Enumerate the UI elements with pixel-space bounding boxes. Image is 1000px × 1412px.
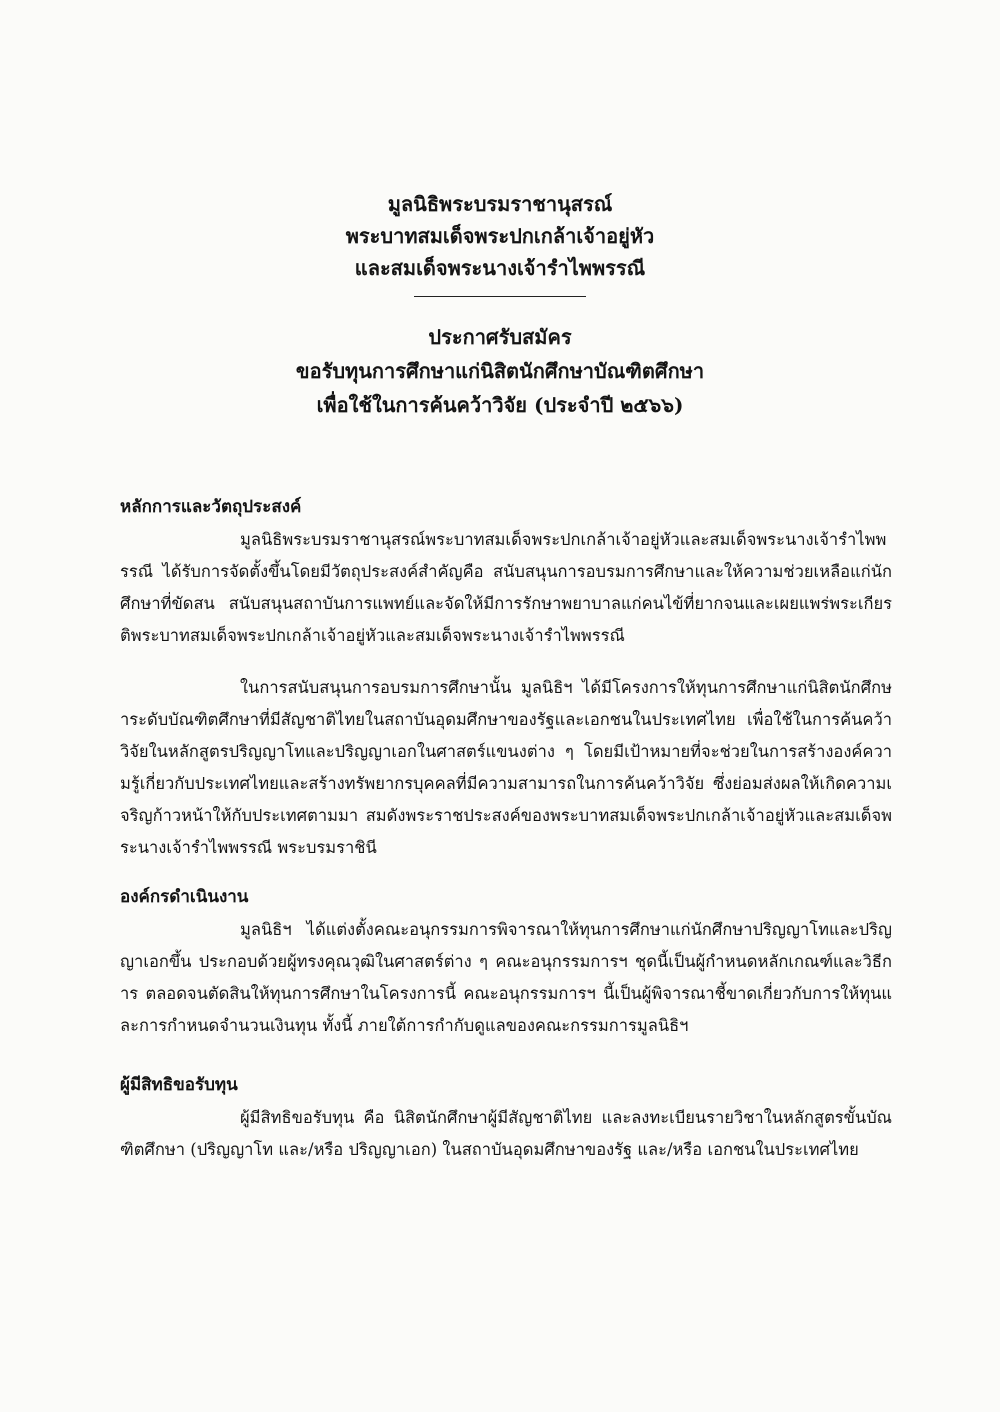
announcement-title-line-2: ขอรับทุนการศึกษาแก่นิสิตนักศึกษาบัณฑิตศึกษา xyxy=(295,359,705,383)
header-divider xyxy=(414,296,586,297)
announcement-title-line-1: ประกาศรับสมัคร xyxy=(428,325,572,349)
section-heading-principles: หลักการและวัตถุประสงค์ xyxy=(120,497,302,517)
foundation-header xyxy=(0,188,1000,297)
foundation-name-line-1: มูลนิธิพระบรมราชานุสรณ์ xyxy=(387,192,613,216)
section-heading-eligibility: ผู้มีสิทธิขอรับทุน xyxy=(120,1075,238,1095)
section-organization xyxy=(120,884,892,1042)
principles-paragraph-1: มูลนิธิพระบรมราชานุสรณ์พระบาทสมเด็จพระปกเกล้าเจ้าอยู่หัวและสมเด็จพระนางเจ้ารำไพพรรณี ได้รับการจัดตั้งขึ้นโดยมีวัตถุประสงค์สำคัญคือ สนับสนุนการอบรมการศึกษาและให้ความช่วยเหลือแก่นักศึกษาที่ขัดสน สนับสนุนสถาบันการแพทย์และจัดให้มีการรักษาพยาบาลแก่คนไข้ที่ยากจนและเผยแพร่พระเกียรติพระบาทสมเด็จพระปกเกล้าเจ้าอยู่หัวและสมเด็จพระนางเจ้ารำไพพรรณี xyxy=(120,530,892,645)
eligibility-paragraph-1: ผู้มีสิทธิขอรับทุน คือ นิสิตนักศึกษาผู้มีสัญชาติไทย และลงทะเบียนรายวิชาในหลักสูตรขั้นบัณฑิตศึกษา (ปริญญาโท และ/หรือ ปริญญาเอก) ในสถาบันอุดมศึกษาของรัฐ และ/หรือ เอกชนในประเทศไทย xyxy=(120,1108,892,1159)
announcement-title-line-3: เพื่อใช้ในการค้นคว้าวิจัย (ประจำปี ๒๕๖๖) xyxy=(316,393,684,417)
section-eligibility xyxy=(120,1072,892,1166)
section-heading-organization: องค์กรดำเนินงาน xyxy=(120,887,249,907)
principles-paragraph-2: ในการสนับสนุนการอบรมการศึกษานั้น มูลนิธิฯ ได้มีโครงการให้ทุนการศึกษาแก่นิสิตนักศึกษาระดับบัณฑิตศึกษาที่มีสัญชาติไทยในสถาบันอุดมศึกษาของรัฐและเอกชนในประเทศไทย เพื่อใช้ในการค้นคว้าวิจัยในหลักสูตรปริญญาโทและปริญญาเอกในศาสตร์แขนงต่าง ๆ โดยมีเป้าหมายที่จะช่วยในการสร้างองค์ความรู้เกี่ยวกับประเทศไทยและสร้างทรัพยากรบุคคลที่มีความสามารถในการค้นคว้าวิจัย ซึ่งย่อมส่งผลให้เกิดความเจริญก้าวหน้าให้กับประเทศตามมา สมดังพระราชประสงค์ของพระบาทสมเด็จพระปกเกล้าเจ้าอยู่หัวและสมเด็จพระนางเจ้ารำไพพรรณี พระบรมราชินี xyxy=(120,678,892,857)
foundation-name-line-2: พระบาทสมเด็จพระปกเกล้าเจ้าอยู่หัว xyxy=(345,224,655,248)
announcement-title xyxy=(0,320,1000,422)
organization-paragraph-1: มูลนิธิฯ ได้แต่งตั้งคณะอนุกรรมการพิจารณาให้ทุนการศึกษาแก่นักศึกษาปริญญาโทและปริญญาเอกขึ้น ประกอบด้วยผู้ทรงคุณวุฒิในศาสตร์ต่าง ๆ คณะอนุกรรมการฯ ชุดนี้เป็นผู้กำหนดหลักเกณฑ์และวิธีการ ตลอดจนตัดสินให้ทุนการศึกษาในโครงการนี้ คณะอนุกรรมการฯ นี้เป็นผู้พิจารณาชี้ขาดเกี่ยวกับการให้ทุนและการกำหนดจำนวนเงินทุน ทั้งนี้ ภายใต้การกำกับดูแลของคณะกรรมการมูลนิธิฯ xyxy=(120,920,892,1035)
section-principles xyxy=(120,494,892,864)
foundation-name-line-3: และสมเด็จพระนางเจ้ารำไพพรรณี xyxy=(354,256,646,280)
